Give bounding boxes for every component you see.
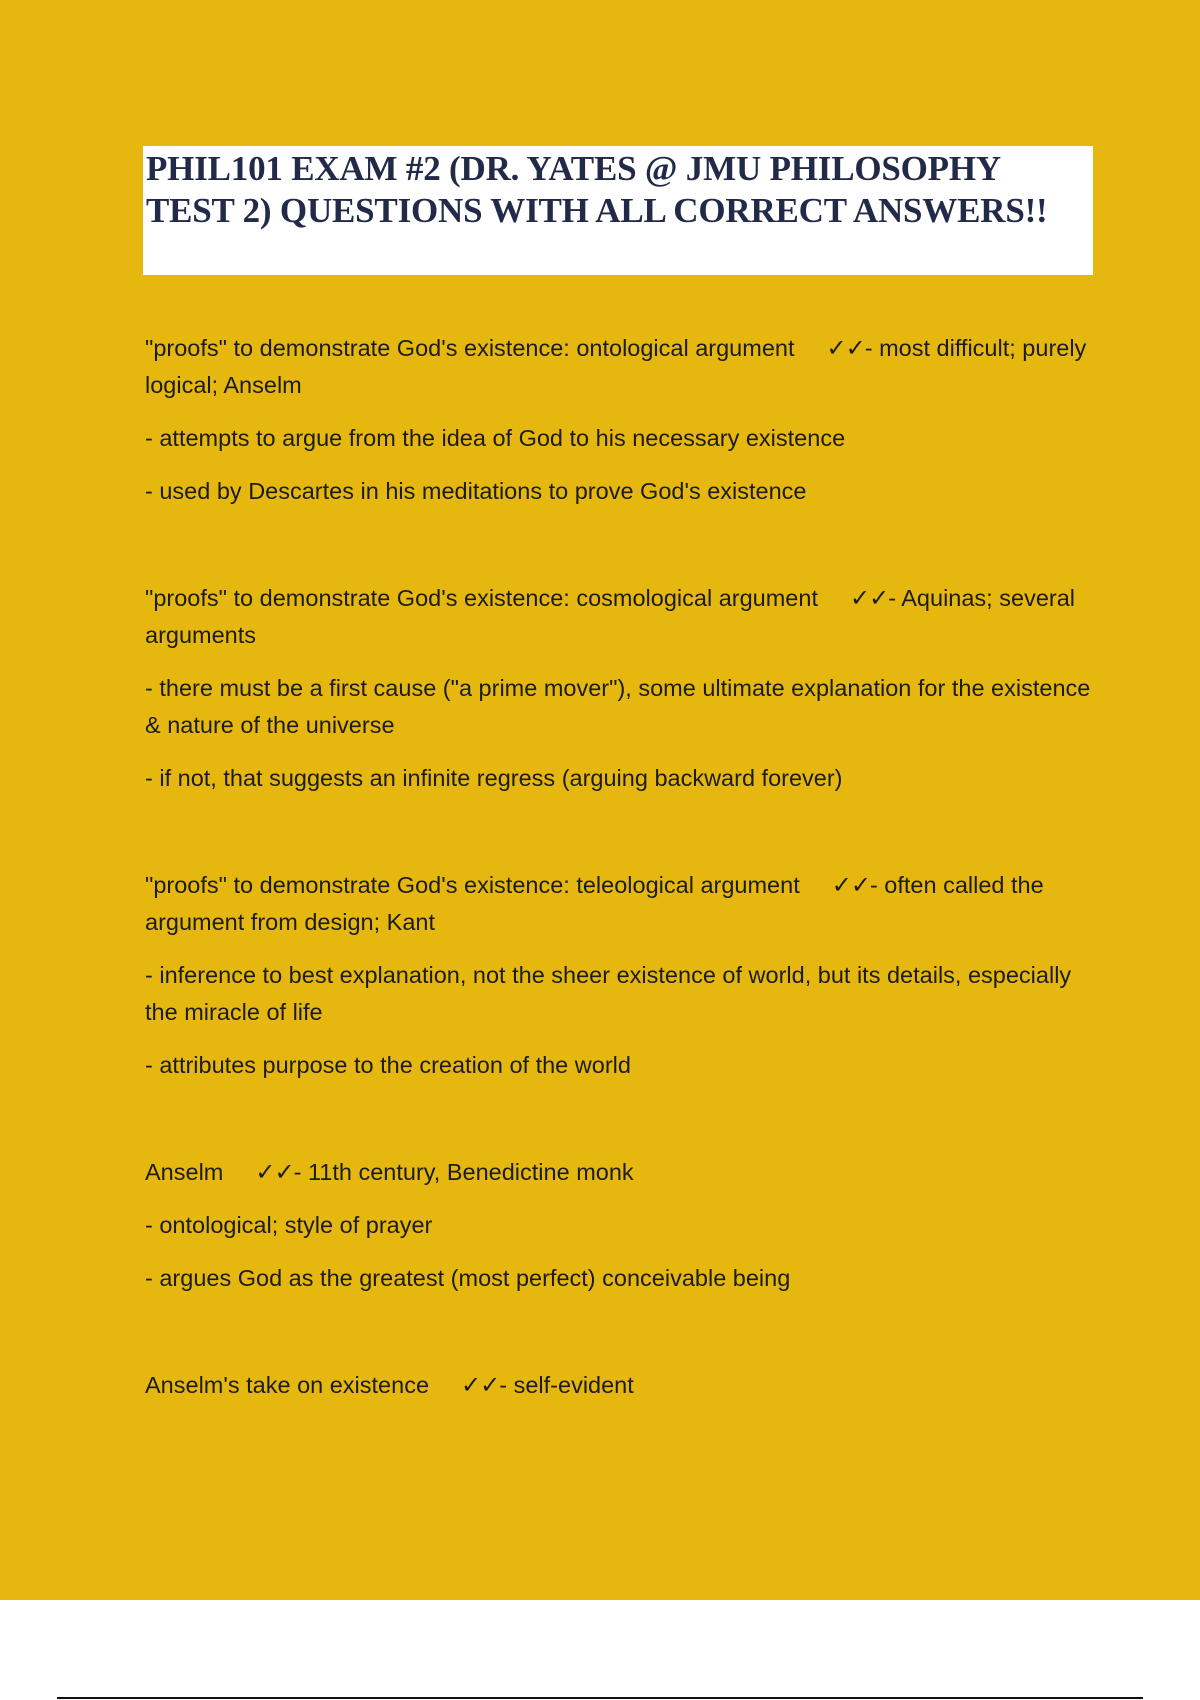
detail-line: - attempts to argue from the idea of God to his necessary existence — [145, 425, 846, 451]
detail-line: - argues God as the greatest (most perfect) conceivable being — [145, 1265, 791, 1291]
qa-item — [145, 1154, 1095, 1297]
footer-divider — [57, 1697, 1143, 1699]
qa-list — [145, 330, 1095, 1474]
answer-text: - 11th century, Benedictine monk — [293, 1159, 634, 1185]
detail-line: - inference to best explanation, not the sheer existence of world, but its details, especially the miracle of life — [145, 962, 1072, 1025]
answer-text: - most difficult; purely logical; Anselm — [145, 335, 1087, 398]
question-text: Anselm — [145, 1159, 224, 1185]
qa-item — [145, 1367, 1095, 1404]
question-line — [145, 1154, 1095, 1191]
answer-text: - Aquinas; several arguments — [145, 585, 1075, 648]
detail-line: - ontological; style of prayer — [145, 1212, 433, 1238]
question-line — [145, 1367, 1095, 1404]
double-check-icon: ✓✓ — [255, 1158, 294, 1186]
detail-line: - used by Descartes in his meditations to prove God's existence — [145, 478, 807, 504]
answer-text: - self-evident — [499, 1372, 634, 1398]
title-box — [143, 146, 1093, 275]
detail-line: - if not, that suggests an infinite regress (arguing backward forever) — [145, 765, 843, 791]
question-line — [145, 580, 1095, 654]
page-title: PHIL101 EXAM #2 (DR. YATES @ JMU PHILOSOPHY TEST 2) QUESTIONS WITH ALL CORRECT ANSWERS!! — [146, 149, 1048, 230]
qa-item — [145, 330, 1095, 510]
double-check-icon: ✓✓ — [461, 1371, 500, 1399]
question-text: "proofs" to demonstrate God's existence: cosmological argument — [145, 585, 818, 611]
detail-line: - attributes purpose to the creation of the world — [145, 1052, 631, 1078]
question-text: "proofs" to demonstrate God's existence: ontological argument — [145, 335, 795, 361]
qa-item — [145, 580, 1095, 797]
double-check-icon: ✓✓ — [831, 871, 870, 899]
qa-item — [145, 867, 1095, 1084]
detail-line: - there must be a first cause ("a prime mover"), some ultimate explanation for the existence & nature of the universe — [145, 675, 1091, 738]
question-line — [145, 330, 1095, 404]
double-check-icon: ✓✓ — [826, 334, 865, 362]
question-text: Anselm's take on existence — [145, 1372, 430, 1398]
answer-text: - often called the argument from design; Kant — [145, 872, 1044, 935]
question-text: "proofs" to demonstrate God's existence: teleological argument — [145, 872, 800, 898]
double-check-icon: ✓✓ — [849, 584, 889, 612]
question-line — [145, 867, 1095, 941]
